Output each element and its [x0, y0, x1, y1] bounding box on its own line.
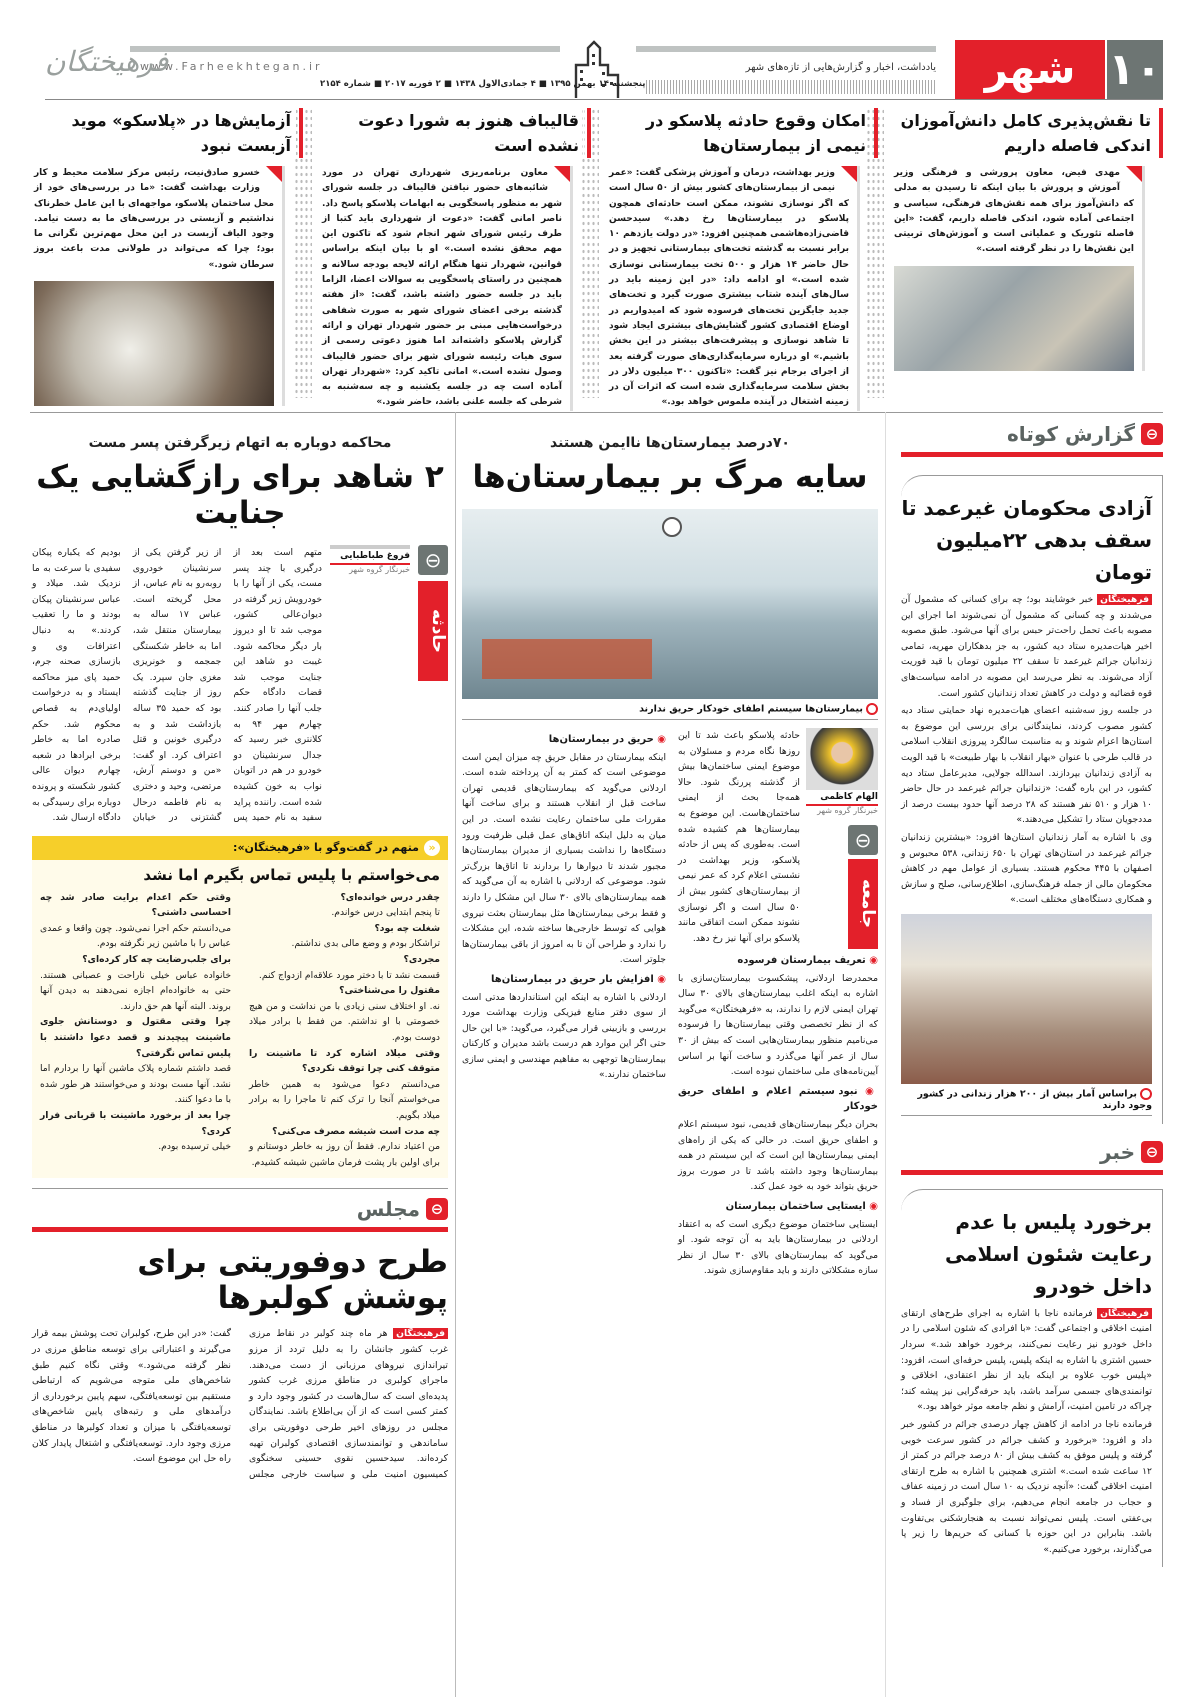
- story-text: مهدی فیض، معاون پرورشی و فرهنگی وزیر آموزش و پرورش با بیان اینکه تا رسیدن به مدلی که دانش‌آموز برای همه نقش‌های فرهنگی، سیاسی و اجتماعی آماده شود، اندکی فاصله داریم، گفت: «این فاصله تئوریک و عملیاتی است و آموزش‌های تربیتی این نقش‌ها را در نظر گرفته است.»: [894, 168, 1134, 255]
- section-title: گزارش کوتاه: [1007, 422, 1135, 446]
- divider: [32, 1188, 448, 1189]
- hospital-ward-photo: [462, 509, 878, 699]
- arrow-circle-icon: ⊖: [418, 545, 448, 575]
- interview-answer: نه. او اختلاف سنی زیادی با من نداشت و من هیچ خصومتی با او نداشتم. من فقط با برادر میلاد دوست بودم.: [249, 1000, 440, 1044]
- triangle-marker: [1126, 166, 1142, 182]
- interview-question: شغلت چه بود؟: [374, 922, 440, 934]
- paragraph: بحران دیگر بیمارستان‌های قدیمی، نبود سیستم اعلام و اطفای حریق است. در حالی که یکی از راه‌های ایمنی بیمارستان‌ها این است که این سیستم در همه بیمارستان‌ها وجود داشته باشد تا در صورت بروز حریق بتواند خود به خود عمل کند.: [678, 1118, 878, 1193]
- arrow-circle-icon: ⊖: [1141, 1141, 1163, 1163]
- date-line: پنجشنبه ۱۴ بهمن ۱۳۹۵ ■ ۴ جمادی‌الاول ۱۴۳۸ ■ ۲ فوریه ۲۰۱۷ ■ شماره ۲۱۵۴: [320, 79, 646, 89]
- top-story-2: [603, 108, 878, 408]
- interview-headline: می‌خواستم با پلیس تماس بگیرم اما نشد: [143, 865, 440, 884]
- headline: برخورد پلیس با عدم رعایت شئون اسلامی داخل خودرو: [944, 1209, 1152, 1298]
- blanket-shape: [482, 639, 652, 679]
- section-title: خبر: [1099, 1139, 1135, 1164]
- lead-paragraph: حادثه پلاسکو باعث شد تا این روزها نگاه مردم و مسئولان به موضوع ایمنی ساختمان‌ها بیش از گذشته پررنگ شود. حالا همه‌جا بحث از ایمنی ساختمان‌هاست. این موضوع به بیمارستان‌ها هم کشیده شده است. به‌طوری که پس از حادثه پلاسکو، وزیر بهداشت در نشستی اعلام کرد که عمر نیمی از بیمارستان‌های کشور بیش از ۵۰ سال است و اگر نوسازی نشوند ممکن است اتفاقی مانند پلاسکو برای آنها نیز رخ دهد.: [678, 730, 800, 944]
- paragraph: فرمانده ناجا در ادامه از کاهش چهار درصدی جرائم در کشور خبر داد و افزود: «برخورد و کشف جرائم در کشور سرعت خوبی گرفته و پلیس موفق به کشف بیش از ۸۰ درصد جرائم در کمتر از ۱۲ ساعت شده است.» اشتری همچنین با اشاره به طرح ارتقای امنیت اخلاقی گفت: «آنچه نزدیک به ۱۰ سال است در زمینه عفاف و حجاب در جامعه انجام می‌دهیم، برای جلوگیری از فساد و بی‌عفتی است. پلیس نمی‌تواند نسبت به هنجارشکنی بی‌تفاوت باشد. بنابراین در این حوزه با کسانی که حریم‌ها را زیر پا می‌گذارند، برخورد می‌کنیم.»: [901, 1419, 1152, 1555]
- right-sidebar: [901, 422, 1163, 1567]
- interview-answer: قسمت نشد تا با دختر مورد علاقه‌ام ازدواج کنم.: [258, 969, 440, 981]
- divider: [455, 412, 456, 1697]
- top-story-4: [28, 108, 303, 398]
- interview-question: چه مدت است شیشه مصرف می‌کنی؟: [272, 1125, 440, 1137]
- interview-answer: من اعتیاد ندارم. فقط آن روز به خاطر دوستانم و برای اولین بار پشت فرمان ماشین شیشه کشیدم.: [249, 1141, 440, 1168]
- photo-caption: براساس آمار بیش از ۲۰۰ هزار زندانی در کشور وجود دارند: [917, 1088, 1152, 1111]
- caption-icon: [1140, 1088, 1152, 1100]
- arrow-circle-icon: ⊖: [426, 1198, 448, 1220]
- section-title: مجلس: [356, 1197, 420, 1222]
- majlis-section: [32, 1188, 448, 1482]
- interview-answer: می‌دانستم حکم اجرا نمی‌شود. چون واقعا و عمدی عباس را با ماشین زیر نگرفته بودم.: [40, 922, 231, 950]
- subheading: ◉ حریق در بیمارستان‌ها: [462, 732, 666, 748]
- divider: [130, 46, 560, 52]
- headline: آزمایش‌ها در «پلاسکو» موید آزبست نبود: [28, 108, 303, 158]
- photo-caption: بیمارستان‌ها سیستم اطفای خودکار حریق ندارند: [639, 703, 863, 715]
- newspaper-logo: فرهیختگان: [45, 45, 169, 78]
- triangle-marker: [841, 166, 857, 182]
- caption-icon: [866, 703, 878, 715]
- interview-question: برای جلب‌رضایت چه کار کرده‌ای؟: [82, 954, 231, 966]
- paragraph: خبر خوشایند بود؛ چه برای کسانی که مشمول آن می‌شدند و چه کسانی که مشمول آن نمی‌شوند اما اجرای این مصوبه باعث تحمل راحت‌تر حبس برای آنها می‌شود. طبق مصوبه اخیر هیات‌مدیره ستاد دیه کشور، به جز بدهکاران مهریه، تمامی زندانیان جرائم غیرعمد تا سقف ۲۲ میلیون تومان با قید فوریت آزاد می‌شوند. به نظر می‌رسد این مصوبه در ادامه سیاست‌های قوه قضائیه و دولت در کاهش تعداد زندانیان کشور است.: [901, 594, 1153, 699]
- paragraph: ایستایی ساختمان موضوع دیگری است که به اعتقاد اردلانی در بیمارستان‌ها باید به آن توجه شود. او می‌گوید که بیمارستان‌های بالای ۳۰ سال از نظر سازه مشکلاتی دارند و باید مقاوم‌سازی شوند.: [678, 1218, 878, 1277]
- author-role: خبرنگار گروه شهر: [349, 565, 410, 574]
- divider: [885, 412, 886, 1697]
- triangle-marker: [266, 166, 282, 182]
- interview-kicker: متهم در گفت‌وگو با «فرهیختگان»:: [233, 841, 419, 855]
- interview-question: چرا وقتی مقتول و دوستانش جلوی ماشینت پیچیدند و قصد دعوا داشتند با پلیس تماس نگرفتی؟: [40, 1016, 231, 1059]
- section-name: شهر: [955, 40, 1105, 100]
- news-section: [901, 1140, 1163, 1568]
- prison-photo: [901, 914, 1152, 1084]
- subheading: ◉ نبود سیستم اعلام و اطفای حریق خودکار: [678, 1084, 878, 1115]
- source-tag: فرهیختگان: [1097, 1308, 1152, 1319]
- headline: ۲ شاهد برای رازگشایی یک جنایت: [36, 459, 444, 531]
- paragraph: اینکه بیمارستان در مقابل حریق چه میزان ایمن است موضوعی است که کمتر به آن پرداخته شده است. اردلانی می‌گوید که بیمارستان‌های قدیمی تهران ساخت قبل از انقلاب هستند و برای ساخت آنها مقررات ملی ساختمان رعایت نشده است. در این میان به دلیل اینکه اتاق‌های عمل قبلی ظرفیت ورود دستگاه‌ها را نداشت بسیاری از مدیران بیمارستان‌ها مجبور شدند تا دیوارها را بردارند تا اتاق‌ها بزرگ‌تر شود. موضوعی که اردلانی با اشاره به آن می‌گوید که همه بیمارستان‌های بالای ۳۰ سال این مشکل را دارند و فقط برخی بیمارستان‌ها مثل بیمارستان بعثت نیروی هوایی که توسط خارجی‌ها ساخته شده، این مشکلات را ندارد و طراحی آن تا به امروز از باقی بیمارستان‌ها جلوتر است.: [462, 751, 666, 966]
- kicker: ۷۰درصد بیمارستان‌ها ناایمن هستند: [550, 435, 790, 451]
- interview-qa: [32, 890, 448, 1171]
- interview-answer: خانواده عباس خیلی ناراحت و عصبانی هستند. حتی به خانواده‌ام اجازه نمی‌دهند به دیدن آنها بروند. البته آنها هم حق دارند.: [40, 969, 231, 1012]
- interview-answer: تا پنجم ابتدایی درس خواندم.: [331, 907, 440, 919]
- paragraph: وی با اشاره به آمار زندانیان استان‌ها افزود: «بیشترین زندانیان جرائم غیرعمد در استان‌های تهران با ۶۵۰ زندانی، ۵۳۸ محبوس و اصفهان با ۴۴۵ محکوم هستند. بسیاری از عوامل مهم در کاهش محکومان مالی از جمله فرهنگ‌سازی، اطلاع‌رسانی، صلح و سازش و همکاری دستگاه‌های مختلف است.»: [901, 831, 1153, 906]
- story-text: هر ماه چند کولبر در نقاط مرزی غرب کشور جانشان را به دلیل تردد از مرزو تیراندازی نیروهای مرزبانی از دست می‌دهند. ماجرای کولبری در مناطق مرزی غرب کشور پدیده‌ای است که سال‌هاست در کشور وجود دارد و کمتر کسی است که از آن بی‌اطلاع باشد. نمایندگان مجلس در روزهای اخیر طرحی دوفوریتی برای ساماندهی و توانمندسازی اقتصادی کولبران تهیه کرده‌اند. سیدحسین نقوی حسینی سخنگوی کمیسیون امنیت ملی و سیاست خارجی مجلس گفت: «در این طرح، کولبران تحت پوشش بیمه قرار می‌گیرند و اعتباراتی برای توسعه مناطق مرزی در نظر گرفته می‌شود.» وقتی نگاه کنیم طبق شاخص‌های ملی متوجه می‌شویم که ارتباطی مستقیم بین توسعه‌یافتگی، سهم پایین برخورداری از درآمدهای ملی و رتبه‌های پایین شاخص‌های توسعه‌یافتگی با میزان و تعداد کولبرها در مناطق مرزی وجود دارد. توسعه‌یافتگی و اشتغال پایدار کلان راه حل این موضوع است.: [32, 1328, 448, 1480]
- arrow-circle-icon: ⊖: [848, 825, 878, 855]
- divider: [45, 99, 1163, 100]
- story-text: معاون برنامه‌ریزی شهرداری تهران در مورد شائبه‌های حضور نیافتن قالیباف در جلسه شورای شهر به منظور پاسخگویی به ابهامات پلاسکو پاسخ داد. ناصر امانی گفت: «دعوت از شهرداری باید کتبا از طرف رئیس شورای شهر انجام شود که تاکنون این مهم محقق نشده است.» او با بیان اینکه براساس قوانین، شهردار تنها هنگام ارائه لایحه بودجه سالانه و همچنین در راستای پاسخگویی به سوالات اعضا، الزاما باید در جلسه حضور داشته باشد، گفت: «از هفته گذشته برخی اعضای شورای شهر به صورت شفاهی درخواست‌هایی مبنی بر حضور شهردار تهران و ارائه گزارش پلاسکو داشته‌اند اما هنوز دعوتی رسمی از سوی هیات رئیسه شورای شهر برای حضور قالیباف وصول نشده است.» امانی تاکید کرد: «شهردار تهران آماده است چه در جلسه یکشنبه و چه سه‌شنبه به شرطی که جلسه علنی باشد، حاضر شود.»: [322, 168, 562, 408]
- interview-answer: قصد داشتم شماره پلاک ماشین آنها را بردارم اما نشد. آنها مست بودند و می‌خواستند هر طور شده با ما دعوا کنند.: [40, 1063, 231, 1106]
- interview-question: مقتول را می‌شناختی؟: [339, 985, 440, 997]
- headline: امکان وقوع حادثه پلاسکو در نیمی از بیمارستان‌ها: [603, 108, 878, 158]
- headline: قالیباف هنوز به شورا دعوت نشده است: [316, 108, 591, 158]
- interview-answer: خیلی ترسیده بودم.: [158, 1141, 231, 1153]
- paragraph: فرمانده ناجا با اشاره به اجرای طرح‌های ارتقای امنیت اخلاقی و اجتماعی گفت: «با افرادی که شئون اسلامی را در داخل خودرو نیز رعایت نمی‌کنند، برخورد خواهد شد.» سردار حسین اشتری با اشاره به اینکه پلیس، پلیس حرفه‌ای است، افزود: «پلیس خوب علاوه بر اینکه باید از نظر اعتقادی، اخلاقی و توانمندی‌های جسمی سرآمد باشد، باید حرفه‌گرایی نیز پیشه کند؛ چراکه در تامین امنیت، آرامش و نظم جامعه موثر خواهد بود.»: [901, 1307, 1152, 1413]
- kicker: محاکمه دوباره به اتهام زیرگرفتن پسر مست: [88, 435, 392, 451]
- hospital-article: [462, 435, 878, 1281]
- headline: طرح دوفوریتی برای پوشش کولبرها: [137, 1244, 448, 1317]
- headline: سایه مرگ بر بیمارستان‌ها: [472, 459, 868, 495]
- triangle-marker: [554, 166, 570, 182]
- clock-icon: [662, 517, 682, 537]
- top-story-3: [316, 108, 591, 408]
- city-building-icon: [572, 40, 622, 98]
- section-tag: حادثه: [418, 581, 448, 681]
- source-tag: فرهیختگان: [1097, 594, 1152, 605]
- subheading: ◉ افزایش بار حریق در بیمارستان‌ها: [462, 972, 666, 988]
- double-chevron-icon: «: [424, 840, 440, 856]
- subheading: ◉ ایستایی ساختمان بیمارستان: [678, 1199, 878, 1215]
- website-url: www.Farheekhtegan.ir: [140, 60, 323, 73]
- story-text: خسرو صادق‌نیت، رئیس مرکز سلامت محیط و کار وزارت بهداشت گفت: «ما در بررسی‌های خود از محل ساختمان پلاسکو، مواجهه‌ای با این عامل خطرناک نداشتیم و آزبستی در بررسی‌های ما به دست نیامد. وجود الیاف آزبست در این محل مهم‌ترین نگرانی ما بود؛ چرا که می‌تواند در طولانی مدت باعث بروز سرطان شود.»: [34, 168, 274, 270]
- interview-question: چقدر درس خوانده‌ای؟: [340, 891, 440, 903]
- headline: تا نقش‌پذیری کامل دانش‌آموزان اندکی فاصله داریم: [888, 108, 1163, 158]
- source-tag: فرهیختگان: [393, 1328, 448, 1339]
- author-role: خبرنگار گروه شهر: [817, 806, 878, 815]
- story-text: متهم است بعد از درگیری با چند پسر مست، یکی از آنها را با خودرویش زیر گرفته در دیوان‌عالی کشور، موجب شد تا او دیروز بار دیگر محاکمه شود. غیبت دو شاهد این جنایت موجب شد قضات دادگاه حکم جلب آنها را صادر کنند. چهارم مهر ۹۴ به کلانتری خبر رسید که جدال سرنشینان دو خودرو در هم در اتوبان نواب به خون کشیده شده است. راننده پراید سفید به نام حمید پس از زیر گرفتن یکی از سرنشینان خودروی روبه‌رو به نام عباس، از محل گریخته است. عباس ۱۷ ساله به بیمارستان منتقل شد، اما به خاطر شکستگی جمجمه و خونریزی مغزی جان سپرد. یک روز از جنایت گذشته بود که حمید ۳۵ ساله بازداشت شد و به درگیری خونین و قتل اعتراف کرد. او گفت: «من و دوستم آرش، مرتضی، وحید و دختری به نام فاطمه درحال گشتزنی در خیابان بودیم که یکباره پیکان سفیدی با سرعت به ما نزدیک شد. میلاد و عباس سرنشینان پیکان بودند و ما را تعقیب کردند.» به دنبال اعترافات وی و بازسازی صحنه جرم، حمید پای میز محاکمه ایستاد و به درخواست اولیای‌دم به قصاص محکوم شد. حکم صادره اما به خاطر برخی ابرادها در شعبه چهارم دیوان عالی کشور شکسته و پرونده دوباره برای رسیدگی به دادگاه ارسال شد.: [32, 547, 323, 824]
- paragraph: محمدرضا اردلانی، پیشکسوت بیمارستان‌سازی با اشاره به اینکه اغلب بیمارستان‌های بالای ۳۰ سال تهران ایمنی لازم را ندارند، به «فرهیختگان» می‌گوید که از نظر تخصصی وقتی بیمارستان‌ها را فرسوده می‌نامیم منظور بیمارستان‌هایی است که بیش از ۳۰ سال از عمر آنها می‌گذرد و ساخت آنها بر اساس آیین‌نامه‌های ملی ساختمان نبوده است.: [678, 972, 879, 1078]
- arrow-circle-icon: ⊖: [1141, 423, 1163, 445]
- hatch-decoration: [646, 80, 936, 94]
- section-tag: جامعه: [848, 859, 878, 949]
- paragraph: اردلانی با اشاره به اینکه این استانداردها مدتی است از سوی دفتر منابع فیزیکی وزارت بهداشت مورد بررسی و بازبینی قرار می‌گیرد، می‌گوید: «با این حال حتی اگر این موارد هم درست باشد مدیران و کارکنان بیمارستان‌ها توجهی به مفاهیم مهندسی و ایمنی سازی ساختمان ندارند.»: [462, 991, 666, 1081]
- top-story-1: [888, 108, 1163, 398]
- headline: آزادی محکومان غیرعمد تا سقف بدهی ۲۲میلیون تومان: [901, 496, 1152, 584]
- author-name: الهام کاظمی: [806, 790, 878, 806]
- subheading: ◉ تعریف بیمارستان فرسوده: [678, 953, 878, 969]
- divider: [30, 412, 1163, 413]
- author-photo: [806, 728, 878, 790]
- author-name: فروغ طباطبایی: [330, 545, 410, 565]
- firefighters-photo: [34, 281, 274, 406]
- story-text: وزیر بهداشت، درمان و آموزش پزشکی گفت: «عمر نیمی از بیمارستان‌های کشور بیش از ۵۰ سال است که اگر نوسازی نشوند، ممکن است حادثه‌ای همچون پلاسکو در بیمارستان‌ها رخ دهد.» سیدحسن قاضی‌زاده‌هاشمی همچنین افزود: «در دولت یازدهم ۱۰ برابر نسبت به گذشته تخت‌های بیمارستانی تجهیز و در حال حاضر ۱۴ هزار و ۵۰۰ تخت بیمارستانی نوسازی شده است.» او ادامه داد: «در این زمینه باید در سال‌های آینده شتاب بیشتری صورت گیرد و تخت‌های جدید جایگزین تخت‌های فرسوده شود که امیدواریم در اوضاع اقتصادی کشور گشایش‌های بیشتری ایجاد شود تا شاهد نوسازی و پیشرفت‌های بیشتر در این بخش باشیم.» او درباره سرمایه‌گذاری‌های صورت گرفته بعد از اجرای برجام نیز گفت: «تاکنون ۳۰۰ میلیون دلار در بخش سلامت سرمایه‌گذاری شده است که اثرات آن در زمینه اشتغال در آینده ملموس خواهد بود.»: [609, 168, 850, 408]
- interview-question: چرا بعد از برخورد ماشینت با قربانی فرار کردی؟: [40, 1110, 231, 1137]
- interview-answer: می‌دانستم دعوا می‌شود به همین خاطر می‌خواستم آنجا را ترک کنم تا ماجرا را به برادر میلاد بگویم.: [249, 1078, 440, 1121]
- interview-question: مجردی؟: [403, 954, 440, 966]
- short-report-section: [901, 422, 1163, 1124]
- crime-article: [32, 435, 448, 1178]
- left-column: [32, 435, 448, 1482]
- interview-question: وقتی حکم اعدام برایت صادر شد چه احساسی داشتی؟: [40, 891, 231, 919]
- divider: [636, 46, 936, 52]
- paragraph: در جلسه روز سه‌شنبه اعضای هیات‌مدیره نهاد حمایتی ستاد دیه کشور مصوب کردند، نمایندگانی برای بررسی این موضوع به استان‌ها اعزام شوند و به مناسبت سالگرد پیروزی انقلاب اسلامی در قالب طرحی با عنوان «بهار انقلاب با بهار طبیعت» با قید الویت به آزادی زندانیان بپردازند. اسدالله جولایی، مدیرعامل ستاد دیه کشور، در این باره گفت: «زندانیان جرائم غیرعمد در حال حاضر ۱۰ هزار و ۵۱۰ نفر هستند که ۲۸ درصد آنها حدود بیست درصد از مددجویان ستاد را تشکیل می‌دهند.»: [901, 705, 1152, 826]
- page-number: ۱۰: [1107, 40, 1163, 100]
- interview-question: وقتی میلاد اشاره کرد تا ماشینت را متوقف کنی چرا توقف نکردی؟: [249, 1047, 440, 1075]
- interview-answer: تراشکار بودم و وضع مالی بدی نداشتم.: [291, 938, 440, 950]
- tagline: یادداشت، اخبار و گزارش‌هایی از تازه‌های شهر: [745, 62, 936, 73]
- interview-box: [32, 836, 448, 1179]
- schoolchildren-photo: [894, 266, 1134, 371]
